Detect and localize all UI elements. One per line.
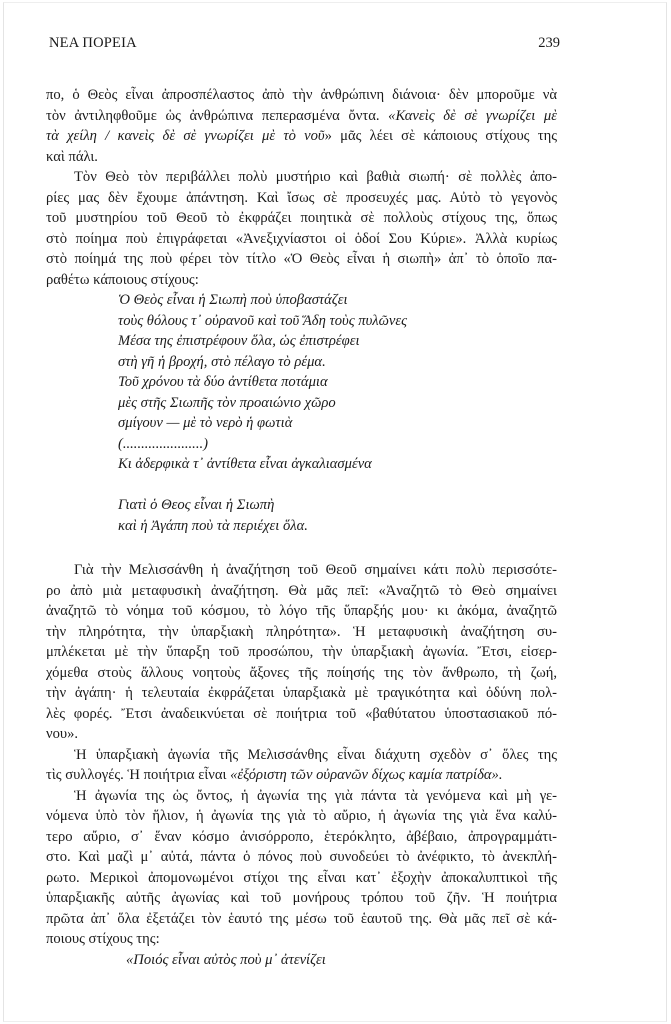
text-line: Γιὰ τὴν Μελισσάνθη ἡ ἀναζήτηση τοῦ Θεοῦ σημαίνει κάτι πολὺ περισσότε- xyxy=(74,562,557,578)
poem-line: μὲς στῆς Σιωπῆς τὸν προαιώνιο χῶρο xyxy=(118,394,336,411)
text-line: νόμενα ὑπὸ τὸν ἥλιον, ἡ ἀγωνία της γιὰ τὸ αὔριο, ἡ ἀγωνία της γιὰ ἕνα καλύ- xyxy=(46,808,557,824)
italic-quote: τὰ χείλη / κανεὶς δὲ σὲ γνωρίζει μὲ τὸ νοῦ xyxy=(46,128,325,144)
text-line: λὲς φορές. Ἔτσι ἀναδεικνύεται σὲ ποιήτρια τοῦ «βαθύτατου ὑποστασιακοῦ πό- xyxy=(46,705,557,722)
running-header xyxy=(49,35,560,55)
text-line: τὴν ἀγάπη· ἡ τελευταία ἐκφράζεται ὑπαρξιακὰ μὲ τραγικότητα καὶ ὀδύνη πολ- xyxy=(46,685,557,701)
section-gap xyxy=(46,536,557,560)
text-line: ποιους στίχους της: xyxy=(46,931,160,947)
text-line: στὸ ποίημά της ποὺ φέρει τὸν τίτλο «Ὁ Θεὸς εἶναι ἡ σιωπὴ» ἀπ᾽ τὸ ὁποῖο πα- xyxy=(46,251,557,267)
text-line: ρωτο. Μερικοὶ ἀπομονωμένοι στίχοι της εἶναι κατ᾽ ἐξοχὴν ἀποκαλυπτικοὶ τῆς xyxy=(46,869,557,886)
text-line: Ἡ ἀγωνία της ὡς ὄντος, ἡ ἀγωνία της γιὰ πάντα τὰ γενόμενα καὶ μὴ γε- xyxy=(74,787,557,804)
poem-line: Κι ἀδερφικὰ τ᾽ ἀντίθετα εἶναι ἀγκαλιασμένα xyxy=(118,456,372,472)
page-number: 239 xyxy=(538,35,560,51)
text-line: ὑπαρξιακῆς αὐτῆς ἀγωνίας καὶ τοῦ μονήρους τρόπου τοῦ ζῆν. Ἡ ποιήτρια xyxy=(46,890,557,906)
running-title: ΝΕΑ ΠΟΡΕΙΑ xyxy=(49,35,137,51)
paragraph-5 xyxy=(46,786,557,950)
poem-line: καὶ ἡ Ἀγάπη ποὺ τὰ περιέχει ὅλα. xyxy=(118,517,308,534)
text-line: χόμεθα στοὺς ἄλλους νοητοὺς ἄξονες τῆς ποίησής της τὸν ἄνθρωπο, τὴ ζωή, xyxy=(46,664,557,681)
text-line: νου». xyxy=(46,726,79,742)
italic-quote: «Κανεὶς δὲ σὲ γνωρίζει μὲ xyxy=(388,107,557,124)
poem-quote-1 xyxy=(46,290,557,536)
text-line-content: τὸν ἀντιληφθοῦμε ὡς ἀνθρώπινα πεπερασμένα ὄντα. «Κανεὶς δὲ σὲ γνωρίζει μὲ xyxy=(46,107,557,124)
poem-line: Τοῦ χρόνου τὰ δύο ἀντίθετα ποτάμια xyxy=(118,374,328,390)
text-line: ραθέτω κάποιους στίχους: xyxy=(46,271,199,288)
poem-quote-2 xyxy=(46,950,557,971)
paragraph-4 xyxy=(46,745,557,786)
text-line: Ἡ ὑπαρξιακὴ ἀγωνία τῆς Μελισσάνθης εἶναι διάχυτη σχεδὸν σ᾽ ὅλες της xyxy=(74,746,557,763)
poem-line: τοὺς θόλους τ᾽ οὐρανοῦ καὶ τοῦ Ἅδη τοὺς πυλῶνες xyxy=(118,312,408,329)
text-line: πρῶτα ἀπ᾽ ὅλα ἐξετάζει τὸν ἑαυτό της μέσω τοῦ ἑαυτοῦ της. Θὰ μᾶς πεῖ σὲ κά- xyxy=(46,910,557,927)
poem-line: Ὁ Θεὸς εἶναι ἡ Σιωπὴ ποὺ ὑποβαστάζει xyxy=(118,292,348,308)
paragraph-3 xyxy=(46,560,557,745)
text-line: ἀναζητῶ τὸ νόημα τοῦ κόσμου, τὸ λόγο τῆς ὕπαρξής μου· κι ἀκόμα, ἀναζητῶ xyxy=(46,603,557,619)
text-line: καὶ πάλι. xyxy=(46,148,98,165)
paragraph-1 xyxy=(46,85,557,167)
italic-quote: «ἐξόριστη τῶν οὐρανῶν δίχως καμία πατρίδα». xyxy=(230,767,503,783)
text-line: στὸ ποίημα ποὺ ἐπιγράφεται «Ἀνεξιχνίαστοι οἱ ὁδοί Σου Κύριε». Ἀλλὰ κυρίως xyxy=(46,230,557,247)
text-line: τοῦ μυστηρίου τοῦ Θεοῦ τὸ ἐκφράζει ποιητικὰ σὲ πολλοὺς στίχους της, ὅπως xyxy=(46,210,557,226)
poem-line: (......................) xyxy=(118,435,208,452)
text-line: στο. Καὶ μαζὶ μ᾽ αὐτά, πάντα ὁ πόνος ποὺ συνοδεύει τὸ ἀνέφικτο, τὸ ἀνεκπλή- xyxy=(46,849,557,865)
text-line xyxy=(46,106,557,127)
stanza-break xyxy=(46,475,557,496)
poem-line: Μέσα της ἐπιστρέφουν ὅλα, ὡς ἐπιστρέφει xyxy=(118,333,360,349)
text-line: ρίες μας δὲν ἔχουμε ἀπάντηση. Καὶ ἴσως σὲ προσευχές μας. Αὐτὸ τὸ γεγονὸς xyxy=(46,189,557,206)
text-line: Τὸν Θεὸ τὸν περιβάλλει πολὺ μυστήριο καὶ βαθιὰ σιωπή· σὲ πολλὲς ἀπο- xyxy=(74,169,557,185)
text-line xyxy=(46,765,557,786)
page-body xyxy=(46,85,557,970)
text-line: μπλέκεται μὲ τὴν ὕπαρξη τοῦ προσώπου, τὴν ὑπαρξιακὴ ἀγωνία. Ἔτσι, εἰσερ- xyxy=(46,644,557,660)
text-line: τὴν πληρότητα, τὴν ὑπαρξιακὴ πληρότητα». Ἡ μεταφυσικὴ ἀναζήτηση συ- xyxy=(46,623,557,640)
text-line: ρο ἀπὸ μιὰ μεταφυσικὴ ἀναζήτηση. Θὰ μᾶς πεῖ: «Ἀναζητῶ τὸ Θεὸ σημαίνει xyxy=(46,582,557,599)
text-line xyxy=(46,126,557,147)
paragraph-2 xyxy=(46,167,557,290)
poem-line: στὴ γῆ ἡ βροχή, στὸ πέλαγο τὸ ρέμα. xyxy=(118,353,326,370)
book-page xyxy=(3,2,667,1022)
poem-line: σμίγουν — μὲ τὸ νερὸ ἡ φωτιὰ xyxy=(118,415,293,431)
text-line-content: τὰ χείλη / κανεὶς δὲ σὲ γνωρίζει μὲ τὸ νοῦ» μᾶς λέει σὲ κάποιους στίχους της xyxy=(46,128,557,144)
text-line: πο, ὁ Θεὸς εἶναι ἀπροσπέλαστος ἀπὸ τὴν ἀνθρώπινη διάνοια· δὲν μποροῦμε νὰ xyxy=(46,87,557,103)
text-line-content: τὶς συλλογές. Ἡ ποιήτρια εἶναι xyxy=(46,767,231,783)
text-line: τερο αὔριο, σ᾽ ἕναν κόσμο ἀνισόρροπο, ἑτερόκλητο, ἀβέβαιο, ἀπρογραμμάτι- xyxy=(46,828,557,845)
poem-line: Γιατὶ ὁ Θεος εἶναι ἡ Σιωπὴ xyxy=(118,497,275,513)
poem-line: «Ποιός εἶναι αὐτὸς ποὺ μ᾽ ἀτενίζει xyxy=(126,951,326,968)
